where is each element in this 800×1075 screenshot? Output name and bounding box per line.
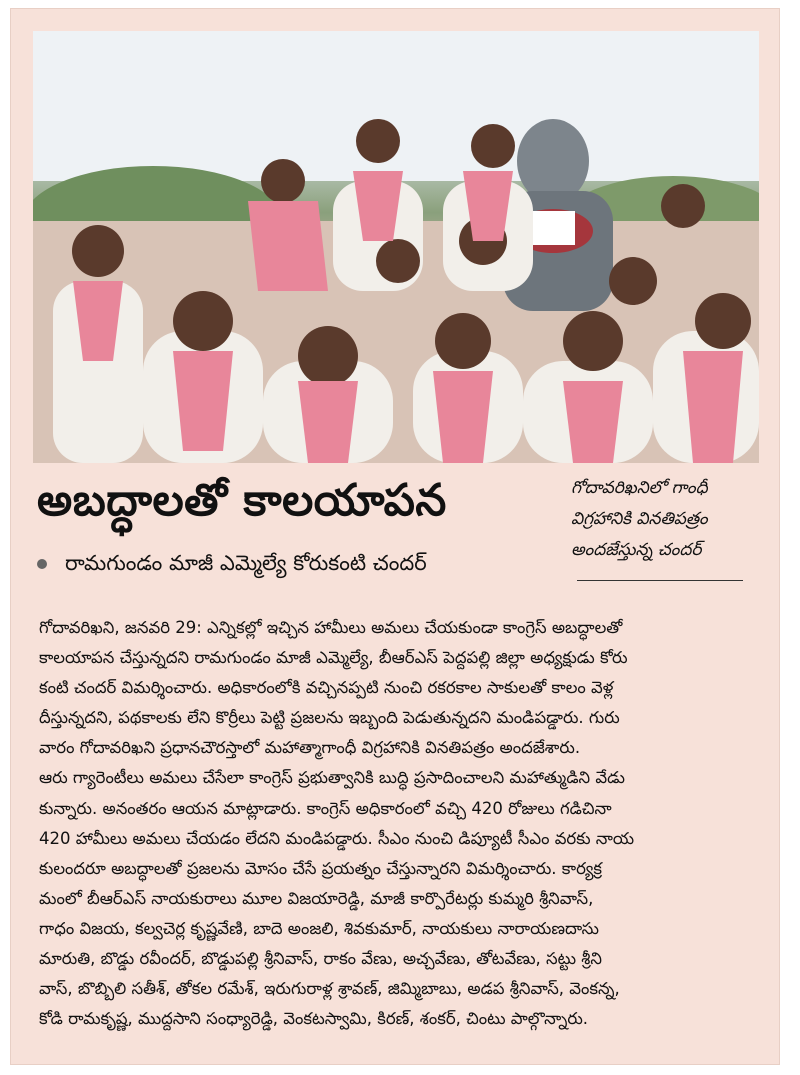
body-line: మారుతి, బొడ్డు రవీందర్, బొడ్డుపల్లి శ్రీనివాస్, రాకం వేణు, అచ్చవేణు, తోటవేణు, సట్టు శ్రీని <box>39 949 602 969</box>
body-line: వారం గోదావరిఖని ప్రధానచౌరస్తాలో మహాత్మాగాంధీ విగ్రహానికి వినతిపత్రం అందజేశారు. <box>39 738 581 758</box>
body-line: కాలయాపన చేస్తున్నదని రామగుండం మాజీ ఎమ్మెల్యే, బీఆర్ఎస్ పెద్దపల్లి జిల్లా అధ్యక్షుడు కోరు <box>39 648 628 668</box>
newspaper-clipping <box>10 8 780 1065</box>
headline: అబద్ధాలతో కాలయాపన <box>37 475 447 526</box>
body-line: ఆరు గ్యారెంటీలు అమలు చేసేలా కాంగ్రెస్ ప్రభుత్వానికి బుద్ధి ప్రసాదించాలని మహాత్ముడిని వేడు <box>39 768 626 788</box>
body-line: మంలో బీఆర్ఎస్ నాయకురాలు మూల విజయారెడ్డి, మాజీ కార్పొరేటర్లు కుమ్మరి శ్రీనివాస్, <box>39 888 594 908</box>
body-line: కులందరూ అబద్ధాలతో ప్రజలను మోసం చేసే ప్రయత్నం చేస్తున్నారని విమర్శించారు. కార్యక్ర <box>39 858 603 878</box>
crowd-illustration <box>33 31 759 463</box>
subheading <box>37 551 427 581</box>
body-line: కున్నారు. అనంతరం ఆయన మాట్లాడారు. కాంగ్రెస్ అధికారంలో వచ్చి 420 రోజులు గడిచినా <box>39 798 612 818</box>
caption-line: అందజేస్తున్న చందర్ <box>571 540 702 560</box>
photo-caption <box>571 473 767 566</box>
subheading-text: రామగుండం మాజీ ఎమ్మెల్యే కోరుకంటి చందర్ <box>65 551 427 575</box>
caption-underline <box>577 580 743 581</box>
body-line: గాధం విజయ, కల్వచెర్ల కృష్ణవేణి, బాదె అంజలి, శివకుమార్, నాయకులు నారాయణదాసు <box>39 918 599 938</box>
body-line: గోదావరిఖని, జనవరి 29: ఎన్నికల్లో ఇచ్చిన హామీలు అమలు చేయకుండా కాంగ్రెస్ అబద్ధాలతో <box>39 618 623 637</box>
body-line: వాస్, బొబ్బిలి సతీశ్, తోకల రమేశ్, ఇరుగురాళ్ల శ్రావణ్, జిమ్మిబాబు, అడప శ్రీనివాస్, వెంకన్న, <box>39 979 620 999</box>
article-body <box>39 613 765 1034</box>
body-line: 420 హామీలు అమలు చేయడం లేదని మండిపడ్డారు. సీఎం నుంచి డిప్యూటీ సీఎం వరకు నాయ <box>39 828 635 848</box>
body-line: కోడి రామకృష్ణ, ముద్దసాని సంధ్యారెడ్డి, వెంకటస్వామి, కిరణ్, శంకర్, చింటు పాల్గొన్నారు. <box>39 1009 589 1029</box>
bullet-icon <box>37 559 47 569</box>
caption-line: విగ్రహానికి వినతిపత్రం <box>571 509 708 529</box>
body-line: కంటి చందర్ విమర్శించారు. అధికారంలోకి వచ్చినప్పటి నుంచి రకరకాల సాకులతో కాలం వెళ్ల <box>39 678 614 698</box>
caption-line: గోదావరిఖనిలో గాంధీ <box>571 478 708 498</box>
news-photo <box>33 31 759 463</box>
body-line: దీస్తున్నదని, పథకాలకు లేని కొర్రీలు పెట్టి ప్రజలను ఇబ్బంది పెడుతున్నదని మండిపడ్డారు. గురు <box>39 708 620 728</box>
